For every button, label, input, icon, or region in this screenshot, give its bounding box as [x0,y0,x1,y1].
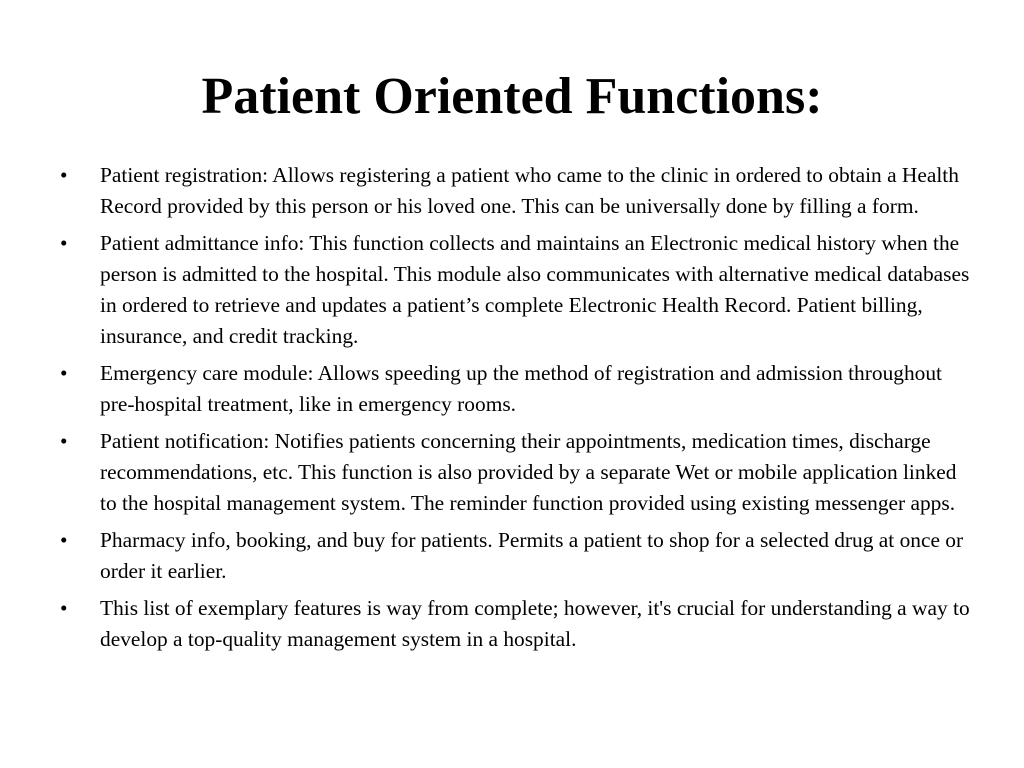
bullet-mark: • [60,429,68,453]
bullet-text: Patient admittance info: This function collects and maintains an Electronic medical history when the person is admitted to the hospital. This module also communicates with alternative medical databases in ordered to retrieve and updates a patient’s complete Electronic Health Record. Patient billing, insurance, and credit tracking. [100,231,970,348]
bullet-item-pharmacy [60,525,970,587]
bullet-item-patient-notification [60,426,970,519]
bullet-list [60,160,970,661]
bullet-text: Patient registration: Allows registering a patient who came to the clinic in ordered to obtain a Health Record provided by this person or his loved one. This can be universally done by filling a form. [100,163,959,218]
bullet-mark: • [60,596,68,620]
bullet-text: Emergency care module: Allows speeding up the method of registration and admission throughout pre-hospital treatment, like in emergency rooms. [100,361,942,416]
slide-title: Patient Oriented Functions: [201,68,823,125]
bullet-mark: • [60,231,68,255]
bullet-item-closing-note [60,593,970,655]
bullet-text: Pharmacy info, booking, and buy for patients. Permits a patient to shop for a selected drug at once or order it earlier. [100,528,964,583]
bullet-item-patient-admittance [60,228,970,352]
bullet-item-patient-registration [60,160,970,222]
bullet-text: Patient notification: Notifies patients concerning their appointments, medication times, discharge recommendations, etc. This function is also provided by a separate Wet or mobile application linked to the hospital management system. The reminder function provided using existing messenger apps. [100,429,957,515]
bullet-mark: • [60,361,68,385]
bullet-mark: • [60,528,68,552]
bullet-mark: • [60,163,68,187]
bullet-text: This list of exemplary features is way from complete; however, it's crucial for understanding a way to develop a top-quality management system in a hospital. [100,596,970,651]
bullet-item-emergency-care [60,358,970,420]
